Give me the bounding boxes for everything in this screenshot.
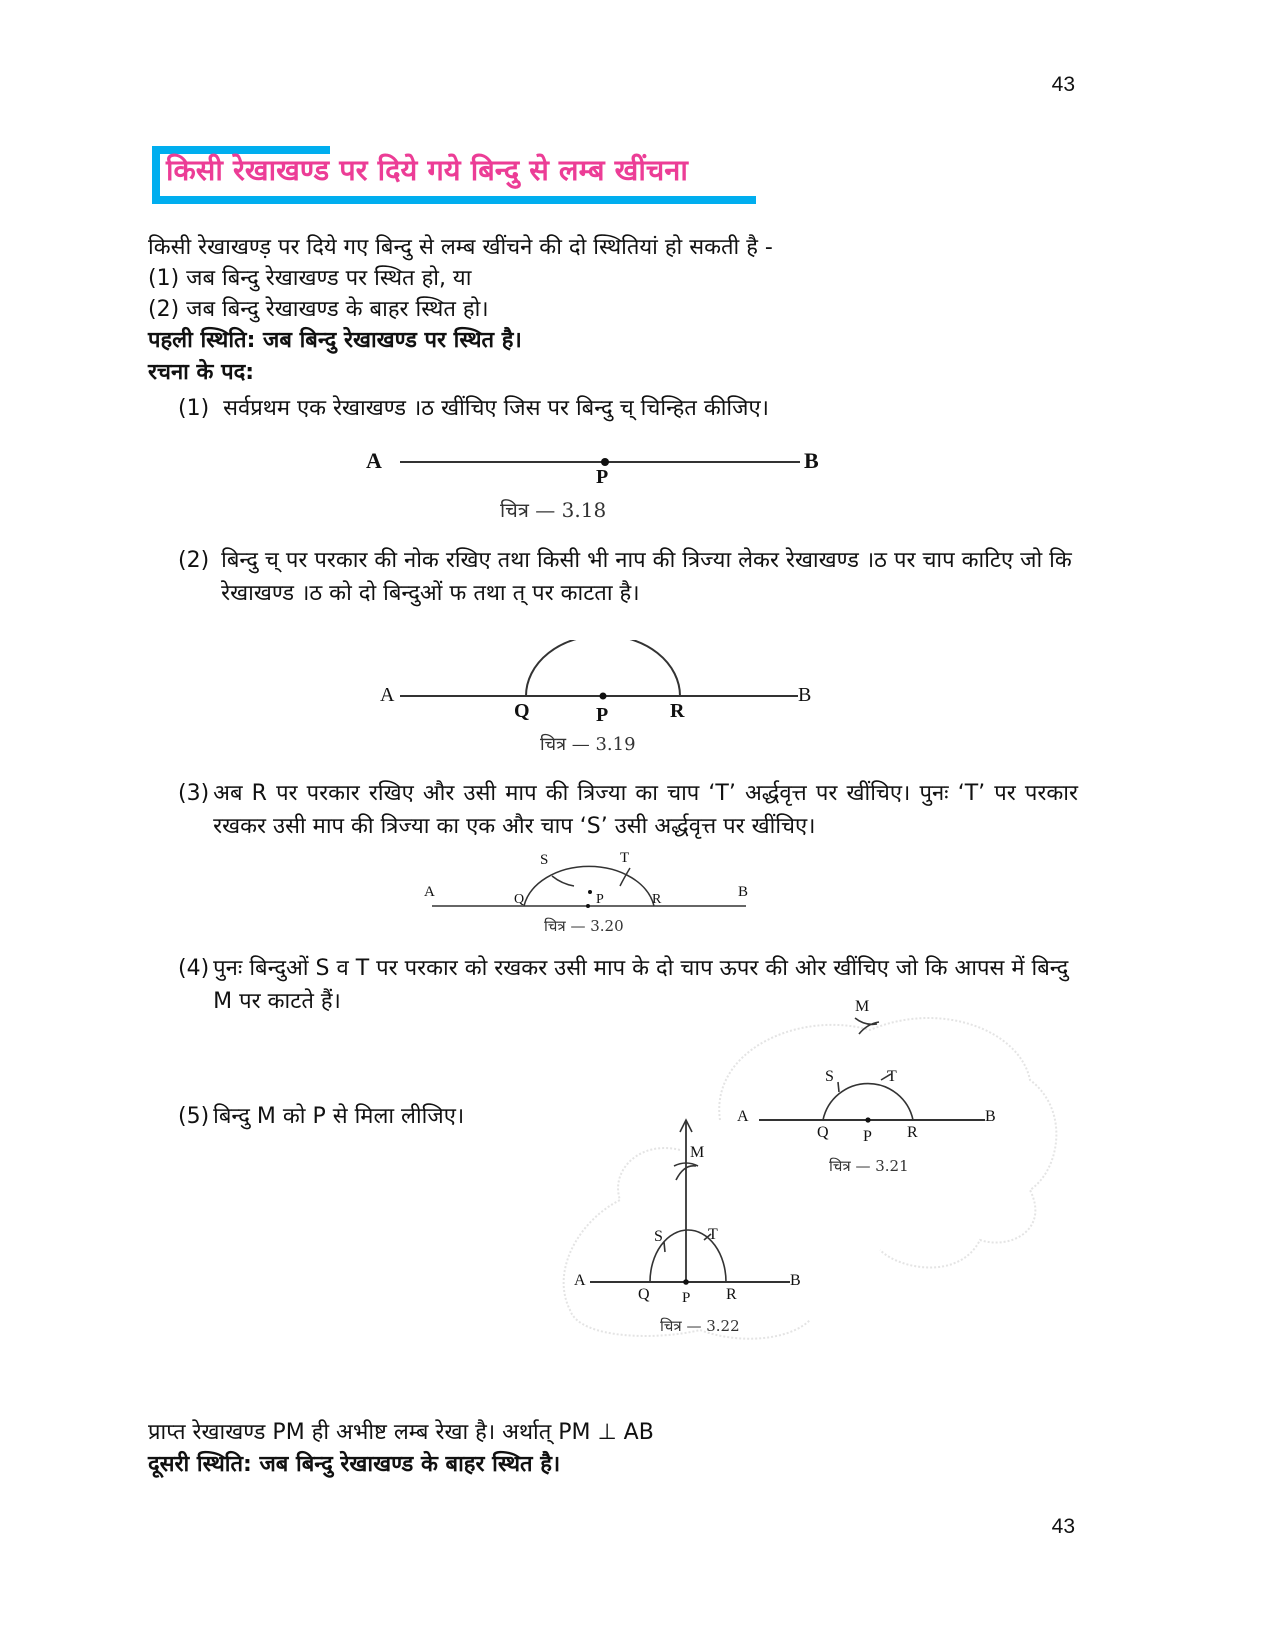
section-title: किसी रेखाखण्ड पर दिये गये बिन्दु से लम्ब खींचना xyxy=(166,153,688,187)
figure-caption: चित्र — 3.20 xyxy=(544,917,624,935)
figure-3-20 xyxy=(420,848,760,938)
conclusion-text: प्राप्त रेखाखण्ड PM ही अभीष्ट लम्ब रेखा है। अर्थात् PM ⊥ AB xyxy=(148,1420,654,1445)
label-b: B xyxy=(790,1272,801,1289)
step-3 xyxy=(178,777,1078,843)
figure-caption: चित्र — 3.22 xyxy=(660,1317,740,1335)
figure-caption: चित्र — 3.18 xyxy=(500,498,607,522)
label-r: R xyxy=(652,892,662,907)
label-a: A xyxy=(380,684,395,706)
intro-text: किसी रेखाखण्ड़ पर दिये गए बिन्दु से लम्ब खींचने की दो स्थितियां हो सकती है - xyxy=(148,235,773,260)
step-text: बिन्दु च् पर परकार की नोक रखिए तथा किसी भी नाप की त्रिज्या लेकर रेखाखण्ड ।ठ पर चाप काटिए जो कि रेखाखण्ड ।ठ को दो बिन्दुओं फ तथा त् पर काटता है। xyxy=(221,548,1072,606)
label-s: S xyxy=(654,1228,663,1245)
step-number: (3) xyxy=(178,781,210,806)
steps-heading: रचना के पद: xyxy=(148,360,255,385)
label-s: S xyxy=(540,852,549,868)
step-number: (2) xyxy=(178,548,210,573)
label-q: Q xyxy=(514,892,525,907)
label-a: A xyxy=(424,884,435,900)
label-a: A xyxy=(574,1272,586,1289)
label-b: B xyxy=(798,684,812,706)
label-p: P xyxy=(596,466,609,488)
label-r: R xyxy=(726,1286,737,1303)
page-number-top: 43 xyxy=(1051,73,1075,96)
label-t: T xyxy=(887,1068,897,1085)
first-case-heading: पहली स्थिति: जब बिन्दु रेखाखण्ड पर स्थित है। xyxy=(148,328,522,353)
label-b: B xyxy=(804,448,819,473)
page-number-bottom: 43 xyxy=(1051,1515,1075,1538)
step-number: (4) xyxy=(178,956,210,981)
figure-3-22 xyxy=(570,1110,820,1340)
step-text: पुनः बिन्दुओं S व T पर परकार को रखकर उसी माप के दो चाप ऊपर की ओर खींचिए जो कि आपस में बिन्दु M पर काटते हैं। xyxy=(213,956,1069,1014)
step-1 xyxy=(178,392,1078,425)
section-title-box xyxy=(152,146,756,202)
case-item-2: (2) जब बिन्दु रेखाखण्ड के बाहर स्थित हो। xyxy=(148,297,489,322)
label-b: B xyxy=(738,884,749,900)
step-text: बिन्दु M को P से मिला लीजिए। xyxy=(213,1104,465,1129)
label-m: M xyxy=(690,1144,705,1161)
label-a: A xyxy=(737,1108,749,1125)
step-text: अब R पर परकार रखिए और उसी माप की त्रिज्या का चाप ‘T’ अर्द्धवृत्त पर खींचिए। पुनः ‘T’ पर परकार रखकर उसी माप की त्रिज्या का एक और चाप ‘S’ उसी अर्द्धवृत्त पर खींचिए। xyxy=(213,781,1078,839)
label-s: S xyxy=(825,1068,834,1085)
label-r: R xyxy=(670,700,685,722)
figure-3-18 xyxy=(360,440,840,530)
label-t: T xyxy=(620,850,630,866)
step-5 xyxy=(178,1100,558,1133)
step-text: सर्वप्रथम एक रेखाखण्ड ।ठ खींचिए जिस पर बिन्दु च् चिन्हित कीजिए। xyxy=(223,396,769,421)
label-p: P xyxy=(596,704,609,726)
label-p: P xyxy=(682,1290,691,1306)
step-number: (5) xyxy=(178,1104,210,1129)
label-q: Q xyxy=(514,700,530,722)
second-case-heading: दूसरी स्थिति: जब बिन्दु रेखाखण्ड के बाहर स्थित है। xyxy=(148,1452,561,1477)
label-m: M xyxy=(855,998,870,1015)
figure-caption: चित्र — 3.21 xyxy=(829,1157,909,1175)
label-b: B xyxy=(985,1108,996,1125)
label-a: A xyxy=(366,448,382,473)
figure-3-19 xyxy=(378,640,838,760)
label-p: P xyxy=(596,892,604,907)
title-frame-bottom xyxy=(152,196,756,204)
label-q: Q xyxy=(817,1124,829,1141)
label-t: T xyxy=(708,1226,718,1243)
figure-caption: चित्र — 3.19 xyxy=(540,734,636,755)
step-number: (1) xyxy=(178,396,210,421)
label-q: Q xyxy=(638,1286,650,1303)
case-item-1: (1) जब बिन्दु रेखाखण्ड पर स्थित हो, या xyxy=(148,266,472,291)
step-2 xyxy=(178,544,1078,610)
label-r: R xyxy=(907,1124,918,1141)
label-p: P xyxy=(863,1128,872,1145)
